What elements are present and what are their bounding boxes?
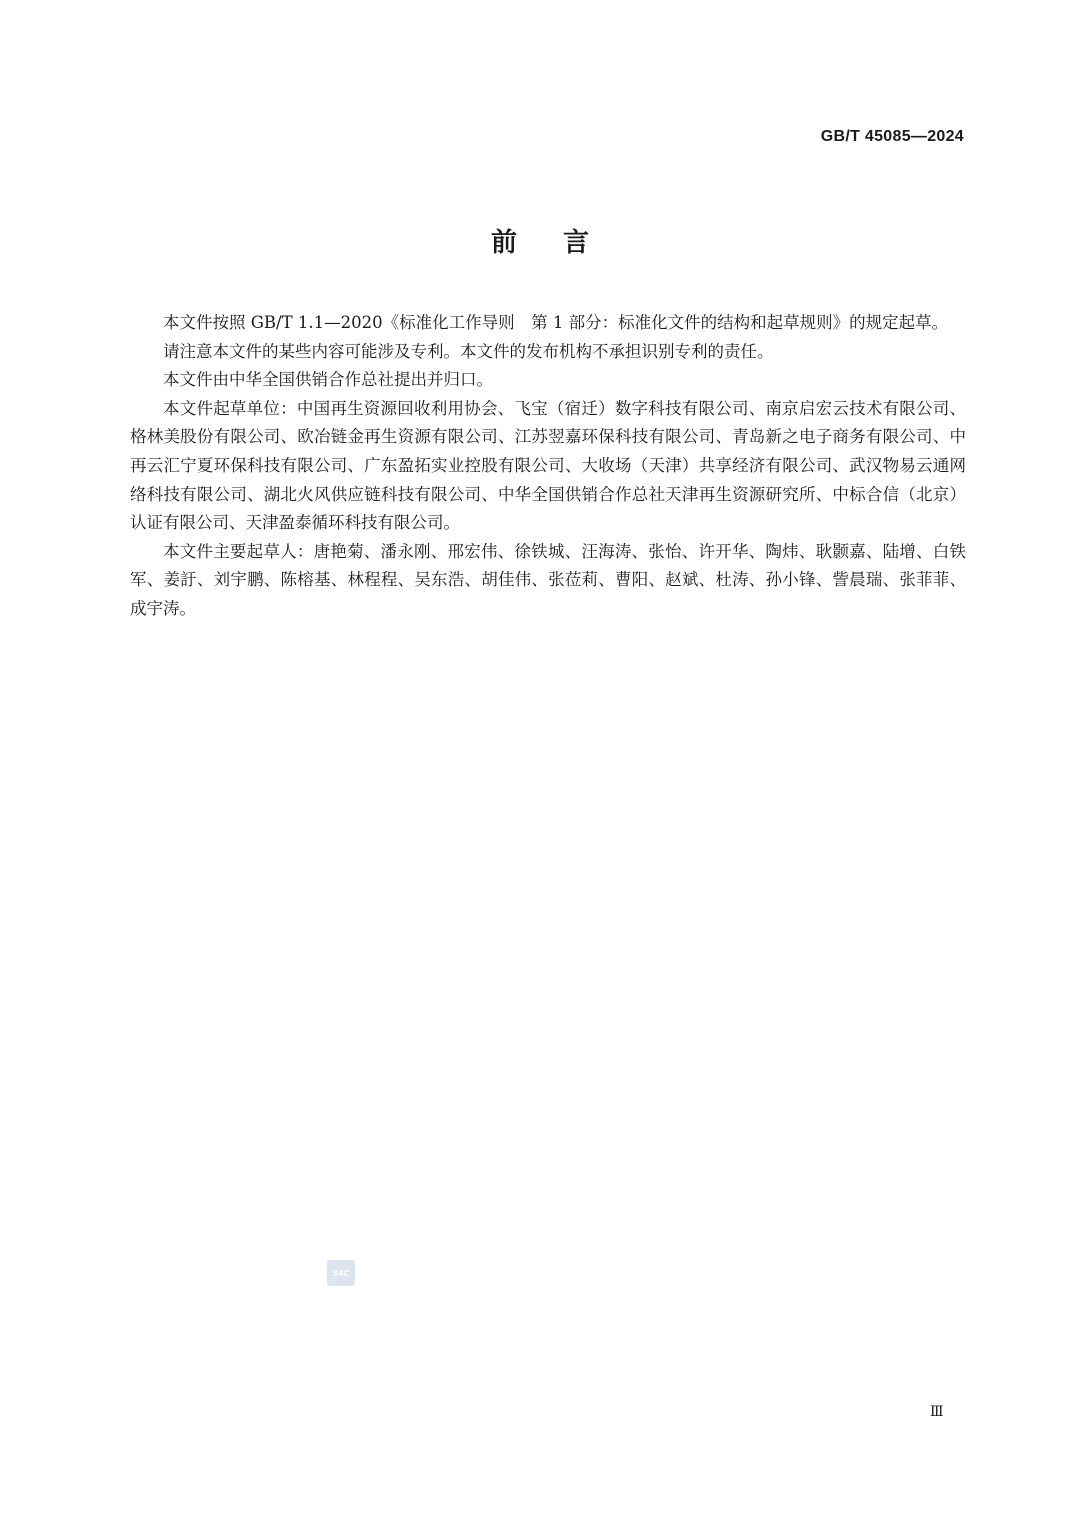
standard-number: GB/T 45085—2024 [820, 128, 964, 145]
page-number: Ⅲ [930, 1405, 944, 1420]
sac-watermark-icon [327, 1260, 355, 1286]
watermark-text: SAC [332, 1269, 350, 1278]
preface-body [130, 309, 966, 624]
paragraph-drafters: 本文件主要起草人：唐艳菊、潘永刚、邢宏伟、徐铁城、汪海涛、张怡、许开华、陶炜、耿颢嘉、陆增、白铁军、姜訏、刘宇鹏、陈榕基、林程程、吴东浩、胡佳伟、张莅莉、曹阳、赵斌、杜涛、孙小锋、訾晨瑞、张菲菲、成宇涛。 [130, 541, 966, 618]
paragraph-proposer: 本文件由中华全国供销合作总社提出并归口。 [163, 370, 493, 390]
paragraph-drafting-units: 本文件起草单位：中国再生资源回收利用协会、飞宝（宿迁）数字科技有限公司、南京启宏云技术有限公司、格林美股份有限公司、欧冶链金再生资源有限公司、江苏翌嘉环保科技有限公司、青岛新之电子商务有限公司、中再云汇宁夏环保科技有限公司、广东盈拓实业控股有限公司、大收场（天津）共享经济有限公司、武汉物易云通网络科技有限公司、湖北火风供应链科技有限公司、中华全国供销合作总社天津再生资源研究所、中标合信（北京）认证有限公司、天津盈泰循环科技有限公司。 [130, 398, 966, 533]
paragraph-drafting-rules: 本文件按照 GB/T 1.1—2020《标准化工作导则 第 1 部分：标准化文件的结构和起草规则》的规定起草。 [163, 313, 949, 332]
page-title: 前言 [490, 228, 635, 258]
paragraph-patent-notice: 请注意本文件的某些内容可能涉及专利。本文件的发布机构不承担识别专利的责任。 [163, 341, 774, 361]
